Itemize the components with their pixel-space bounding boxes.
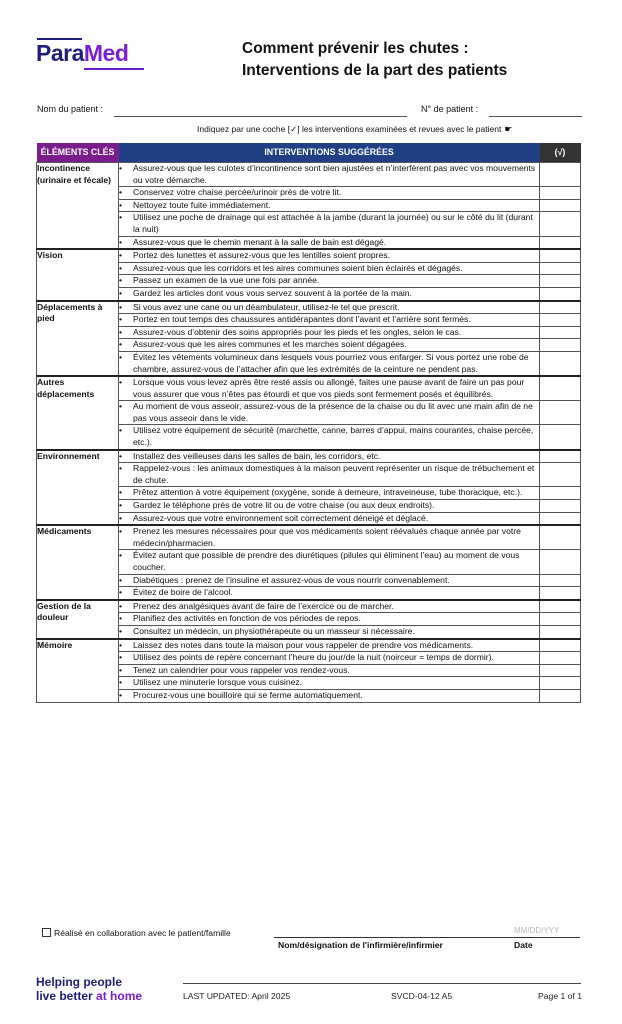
table-row xyxy=(37,600,581,613)
patient-name-field[interactable] xyxy=(114,116,407,117)
title-line-1: Comment prévenir les chutes : xyxy=(242,40,469,57)
check-cell[interactable] xyxy=(540,326,581,339)
check-cell[interactable] xyxy=(540,199,581,212)
table-row xyxy=(37,425,581,450)
table-header-row xyxy=(37,143,581,163)
bullet-icon: • xyxy=(119,262,123,273)
intervention-text: Assurez-vous que le chemin menant à la salle de bain est dégagé. xyxy=(133,236,387,247)
table-row xyxy=(37,450,581,463)
nurse-name-label: Nom/désignation de l'infirmière/infirmier xyxy=(278,940,443,950)
check-cell[interactable] xyxy=(540,275,581,288)
key-element-cell: Environnement xyxy=(37,450,119,526)
intervention-item xyxy=(119,690,539,702)
check-cell[interactable] xyxy=(540,625,581,638)
table-row xyxy=(37,677,581,690)
intervention-item xyxy=(119,677,539,689)
table-row xyxy=(37,625,581,638)
key-element-cell: Vision xyxy=(37,249,119,300)
intervention-text: Assurez-vous que les culotes d’incontinence sont bien ajustées et n’interfèrent pas avec vos mouvements ou votre démarche. xyxy=(133,163,536,185)
intervention-cell xyxy=(119,652,540,665)
intervention-cell xyxy=(119,587,540,600)
table-row xyxy=(37,187,581,200)
intervention-cell xyxy=(119,677,540,690)
intervention-item xyxy=(119,601,539,613)
intervention-item xyxy=(119,626,539,638)
header-interventions: INTERVENTIONS SUGGÉRÉES xyxy=(119,143,540,163)
intervention-text: Utilisez une minuterie lorsque vous cuisinez. xyxy=(133,677,303,688)
check-cell[interactable] xyxy=(540,652,581,665)
table-row xyxy=(37,525,581,550)
intervention-text: Prenez des analgésiques avant de faire de l’exercice ou de marcher. xyxy=(133,600,394,611)
intervention-cell xyxy=(119,550,540,574)
bullet-icon: • xyxy=(119,351,123,362)
footer xyxy=(36,975,582,1009)
table-row xyxy=(37,314,581,327)
intervention-cell xyxy=(119,376,540,401)
intervention-item xyxy=(119,613,539,625)
table-row xyxy=(37,652,581,665)
check-cell[interactable] xyxy=(540,287,581,300)
intervention-cell xyxy=(119,450,540,463)
intervention-item xyxy=(119,187,539,199)
tagline xyxy=(36,975,142,1003)
intervention-item xyxy=(119,302,539,314)
check-cell[interactable] xyxy=(540,613,581,626)
intervention-text: Nettoyez toute fuite immédiatement. xyxy=(133,199,271,210)
intervention-item xyxy=(119,652,539,664)
table-row xyxy=(37,487,581,500)
intervention-text: Utilisez des points de repère concernant l’heure du jour/de la nuit (noirceur = temps de dormir). xyxy=(133,652,494,663)
intervention-text: Planifiez des activités en fonction de vos périodes de repos. xyxy=(133,613,361,624)
logo-para: Para xyxy=(36,40,84,66)
check-cell[interactable] xyxy=(540,463,581,487)
instructions xyxy=(197,124,512,135)
tagline-accent: at home xyxy=(96,989,143,1003)
patient-name-label: Nom du patient : xyxy=(37,104,104,114)
intervention-cell xyxy=(119,163,540,187)
bullet-icon: • xyxy=(119,287,123,298)
intervention-item xyxy=(119,665,539,677)
collab-checkbox-row[interactable] xyxy=(42,928,231,938)
intervention-text: Évitez les vêtements volumineux dans lesquels vous pourriez vous enfarger. Si vous portez une robe de chambre, assurez-vous de l’attacher afin que les extrémités de la ceinture ne pendent pas. xyxy=(133,351,529,374)
bullet-icon: • xyxy=(119,326,123,337)
table-row xyxy=(37,463,581,487)
instructions-text: Indiquez par une coche [✓] les interventions examinées et revues avec le patient xyxy=(197,124,502,134)
bullet-icon: • xyxy=(119,199,123,210)
signoff-section xyxy=(42,926,582,956)
table-row xyxy=(37,512,581,525)
intervention-item xyxy=(119,200,539,212)
bullet-icon: • xyxy=(119,250,123,261)
bullet-icon: • xyxy=(119,512,123,523)
table-row xyxy=(37,262,581,275)
check-cell[interactable] xyxy=(540,664,581,677)
hand-pointing-down-right-icon: ☛ xyxy=(504,124,513,134)
check-cell[interactable] xyxy=(540,249,581,262)
check-cell[interactable] xyxy=(540,163,581,187)
bullet-icon: • xyxy=(119,425,123,436)
intervention-item xyxy=(119,163,539,186)
intervention-cell xyxy=(119,600,540,613)
check-cell[interactable] xyxy=(540,314,581,327)
date-field-placeholder[interactable]: MM/DD/YYY xyxy=(514,926,560,935)
date-field[interactable] xyxy=(510,937,580,938)
check-cell[interactable] xyxy=(540,425,581,450)
page-number: Page 1 of 1 xyxy=(538,991,582,1001)
table-row xyxy=(37,664,581,677)
intervention-item xyxy=(119,575,539,587)
bullet-icon: • xyxy=(119,339,123,350)
intervention-item xyxy=(119,500,539,512)
check-cell[interactable] xyxy=(540,500,581,513)
intervention-item xyxy=(119,352,539,375)
intervention-cell xyxy=(119,525,540,550)
intervention-cell xyxy=(119,275,540,288)
table-row xyxy=(37,689,581,702)
check-cell[interactable] xyxy=(540,487,581,500)
bullet-icon: • xyxy=(119,377,123,388)
check-cell[interactable] xyxy=(540,639,581,652)
title-line-2: Interventions de la part des patients xyxy=(242,62,508,79)
paramed-logo xyxy=(36,36,146,70)
check-cell[interactable] xyxy=(540,512,581,525)
intervention-cell xyxy=(119,463,540,487)
check-cell[interactable] xyxy=(540,339,581,352)
intervention-item xyxy=(119,339,539,351)
bullet-icon: • xyxy=(119,600,123,611)
bullet-icon: • xyxy=(119,689,123,700)
check-cell[interactable] xyxy=(540,550,581,574)
intervention-text: Assurez-vous d’obtenir des soins appropriés pour les pieds et les ongles, selon le cas. xyxy=(133,326,462,337)
intervention-cell xyxy=(119,512,540,525)
intervention-text: Conservez votre chaise percée/urinoir près de votre lit. xyxy=(133,187,342,198)
intervention-text: Évitez autant que possible de prendre des diurétiques (pilules qui éliminent l’eau) au moment de vous coucher. xyxy=(133,550,520,572)
intervention-item xyxy=(119,451,539,463)
collab-checkbox[interactable] xyxy=(42,928,51,937)
intervention-text: Rappelez-vous : les animaux domestiques à la maison peuvent représenter un risque de trébuchement et de chute. xyxy=(133,463,535,485)
intervention-item xyxy=(119,487,539,499)
check-cell[interactable] xyxy=(540,236,581,249)
intervention-cell xyxy=(119,664,540,677)
header-key-elements: ÉLÉMENTS CLÉS xyxy=(37,143,119,163)
tagline-line-1: Helping people xyxy=(36,975,123,989)
check-cell[interactable] xyxy=(540,677,581,690)
intervention-text: Gardez les articles dont vous vous servez souvent à la portée de la main. xyxy=(133,287,412,298)
intervention-item xyxy=(119,237,539,249)
check-cell[interactable] xyxy=(540,600,581,613)
intervention-cell xyxy=(119,262,540,275)
check-cell[interactable] xyxy=(540,187,581,200)
check-cell[interactable] xyxy=(540,587,581,600)
check-cell[interactable] xyxy=(540,351,581,376)
intervention-item xyxy=(119,513,539,525)
intervention-cell xyxy=(119,287,540,300)
table-row xyxy=(37,212,581,236)
bullet-icon: • xyxy=(119,301,123,312)
intervention-text: Portez en tout temps des chaussures antidérapantes dont l’avant et l’arrière sont fermés. xyxy=(133,314,471,325)
intervention-text: Utilisez une poche de drainage qui est attachée à la jambe (durant la journée) ou sur le côté du lit (durant la nuit) xyxy=(133,212,533,234)
key-element-cell: Médicaments xyxy=(37,525,119,600)
bullet-icon: • xyxy=(119,613,123,624)
intervention-cell xyxy=(119,249,540,262)
check-cell[interactable] xyxy=(540,450,581,463)
table-row xyxy=(37,550,581,574)
bullet-icon: • xyxy=(119,639,123,650)
bullet-icon: • xyxy=(119,652,123,663)
bullet-icon: • xyxy=(119,401,123,412)
tagline-line-2a: live better xyxy=(36,989,97,1003)
bullet-icon: • xyxy=(119,587,123,598)
patient-number-label: N° de patient : xyxy=(421,104,479,114)
bullet-icon: • xyxy=(119,275,123,286)
intervention-item xyxy=(119,640,539,652)
header-check: (√) xyxy=(540,143,581,163)
table-row xyxy=(37,236,581,249)
intervention-text: Prêtez attention à votre équipement (oxygène, sonde à demeure, intraveineuse, tube thoracique, etc.). xyxy=(133,487,523,498)
key-element-cell: Déplacements à pied xyxy=(37,301,119,377)
key-element-cell: Mémoire xyxy=(37,639,119,702)
intervention-text: Assurez-vous que les corridors et les aires communes soient bien éclairés et dégagés. xyxy=(133,262,463,273)
table-row xyxy=(37,249,581,262)
intervention-cell xyxy=(119,574,540,587)
bullet-icon: • xyxy=(119,526,123,537)
intervention-text: Tenez un calendrier pour vous rappeler vos rendez-vous. xyxy=(133,664,350,675)
logo-wordmark xyxy=(36,40,128,67)
intervention-cell xyxy=(119,625,540,638)
intervention-text: Procurez-vous une bouilloire qui se ferme automatiquement. xyxy=(133,689,363,700)
intervention-cell xyxy=(119,314,540,327)
intervention-text: Au moment de vous asseoir, assurez-vous de la présence de la chaise ou du lit avec une main afin de ne pas vous asseoir dans le vide. xyxy=(133,401,533,423)
check-cell[interactable] xyxy=(540,574,581,587)
intervention-cell xyxy=(119,487,540,500)
intervention-item xyxy=(119,327,539,339)
intervention-cell xyxy=(119,613,540,626)
logo-med: Med xyxy=(83,40,129,66)
last-updated: LAST UPDATED: April 2025 xyxy=(183,991,291,1001)
intervention-item xyxy=(119,288,539,300)
date-label: Date xyxy=(514,940,533,950)
document-code: SVCD-04-12 A5 xyxy=(391,991,453,1001)
intervention-text: Assurez-vous que votre environnement soit correctement déneigé et déglacé. xyxy=(133,512,429,523)
intervention-item xyxy=(119,250,539,262)
intervention-item xyxy=(119,463,539,486)
intervention-cell xyxy=(119,639,540,652)
intervention-cell xyxy=(119,236,540,249)
table-row xyxy=(37,500,581,513)
interventions-table xyxy=(36,143,581,703)
bullet-icon: • xyxy=(119,625,123,636)
intervention-item xyxy=(119,212,539,235)
bullet-icon: • xyxy=(119,574,123,585)
intervention-cell xyxy=(119,500,540,513)
bullet-icon: • xyxy=(119,463,123,474)
footer-divider xyxy=(183,983,581,984)
table-row xyxy=(37,376,581,401)
bullet-icon: • xyxy=(119,212,123,223)
bullet-icon: • xyxy=(119,187,123,198)
intervention-text: Si vous avez une cane ou un déambulateur, utilisez-le tel que prescrit. xyxy=(133,301,400,312)
bullet-icon: • xyxy=(119,163,123,173)
intervention-cell xyxy=(119,187,540,200)
table-row xyxy=(37,326,581,339)
check-cell[interactable] xyxy=(540,212,581,236)
intervention-item xyxy=(119,425,539,448)
bullet-icon: • xyxy=(119,677,123,688)
bullet-icon: • xyxy=(119,236,123,247)
bullet-icon: • xyxy=(119,450,123,461)
tagline-line-2 xyxy=(36,989,142,1003)
intervention-item xyxy=(119,314,539,326)
check-cell[interactable] xyxy=(540,262,581,275)
intervention-text: Gardez le téléphone près de votre lit ou de votre chaise (ou aux deux endroits). xyxy=(133,500,435,511)
intervention-text: Utilisez votre équipement de sécurité (marchette, canne, barres d’appui, mains courantes, chaise percée, etc.). xyxy=(133,425,534,448)
table-row xyxy=(37,613,581,626)
key-element-cell: Incontinence (urinaire et fécale) xyxy=(37,163,119,250)
intervention-text: Installez des veilleuses dans les salles de bain, les corridors, etc. xyxy=(133,450,381,461)
intervention-text: Lorsque vous vous levez après être resté assis ou allongé, faites une pause avant de faire un pas pour vous assurer que vous n’êtes pas étourdi et que vos pieds sont fermement posés et équilibrés. xyxy=(133,377,525,399)
intervention-cell xyxy=(119,212,540,236)
intervention-cell xyxy=(119,425,540,450)
intervention-cell xyxy=(119,339,540,352)
intervention-cell xyxy=(119,689,540,702)
intervention-item xyxy=(119,587,539,599)
table-row xyxy=(37,163,581,187)
table-row xyxy=(37,339,581,352)
key-element-cell: Autres déplacements xyxy=(37,376,119,450)
patient-number-field[interactable] xyxy=(489,116,582,117)
intervention-text: Diabétiques : prenez de l’insuline et assurez-vous de vous nourrir convenablement. xyxy=(133,574,450,585)
bullet-icon: • xyxy=(119,487,123,498)
intervention-item xyxy=(119,401,539,424)
intervention-text: Assurez-vous que les aires communes et les marches soient dégagées. xyxy=(133,339,407,350)
check-cell[interactable] xyxy=(540,301,581,314)
bullet-icon: • xyxy=(119,500,123,511)
table-row xyxy=(37,275,581,288)
table-row xyxy=(37,587,581,600)
table-row xyxy=(37,199,581,212)
intervention-cell xyxy=(119,351,540,376)
intervention-item xyxy=(119,377,539,400)
check-cell[interactable] xyxy=(540,689,581,702)
bullet-icon: • xyxy=(119,314,123,325)
table-row xyxy=(37,287,581,300)
check-cell[interactable] xyxy=(540,401,581,425)
table-row xyxy=(37,301,581,314)
intervention-cell xyxy=(119,326,540,339)
table-row xyxy=(37,639,581,652)
patient-info-row xyxy=(37,104,582,120)
intervention-item xyxy=(119,275,539,287)
intervention-item xyxy=(119,263,539,275)
intervention-cell xyxy=(119,199,540,212)
collab-label: Réalisé en collaboration avec le patient/famille xyxy=(54,928,231,938)
table-row xyxy=(37,351,581,376)
intervention-text: Passez un examen de la vue une fois par année. xyxy=(133,275,320,286)
check-cell[interactable] xyxy=(540,376,581,401)
intervention-text: Laissez des notes dans toute la maison pour vous rappeler de prendre vos médicaments. xyxy=(133,639,474,650)
bullet-icon: • xyxy=(119,664,123,675)
check-cell[interactable] xyxy=(540,525,581,550)
intervention-text: Évitez de boire de l’alcool. xyxy=(133,587,233,598)
logo-bar-bottom xyxy=(84,68,144,70)
intervention-cell xyxy=(119,401,540,425)
table-row xyxy=(37,401,581,425)
intervention-text: Prenez les mesures nécessaires pour que vos médicaments soient réévalués chaque année par votre médecin/pharmacien. xyxy=(133,526,521,548)
intervention-text: Consultez un médecin, un physiothérapeute ou un masseur si nécessaire. xyxy=(133,625,415,636)
table-row xyxy=(37,574,581,587)
bullet-icon: • xyxy=(119,550,123,561)
intervention-item xyxy=(119,526,539,549)
intervention-cell xyxy=(119,301,540,314)
intervention-text: Portez des lunettes et assurez-vous que les lentilles soient propres. xyxy=(133,250,390,261)
key-element-cell: Gestion de la douleur xyxy=(37,600,119,639)
page-title xyxy=(242,38,507,82)
intervention-item xyxy=(119,550,539,573)
nurse-name-field[interactable] xyxy=(274,937,536,938)
